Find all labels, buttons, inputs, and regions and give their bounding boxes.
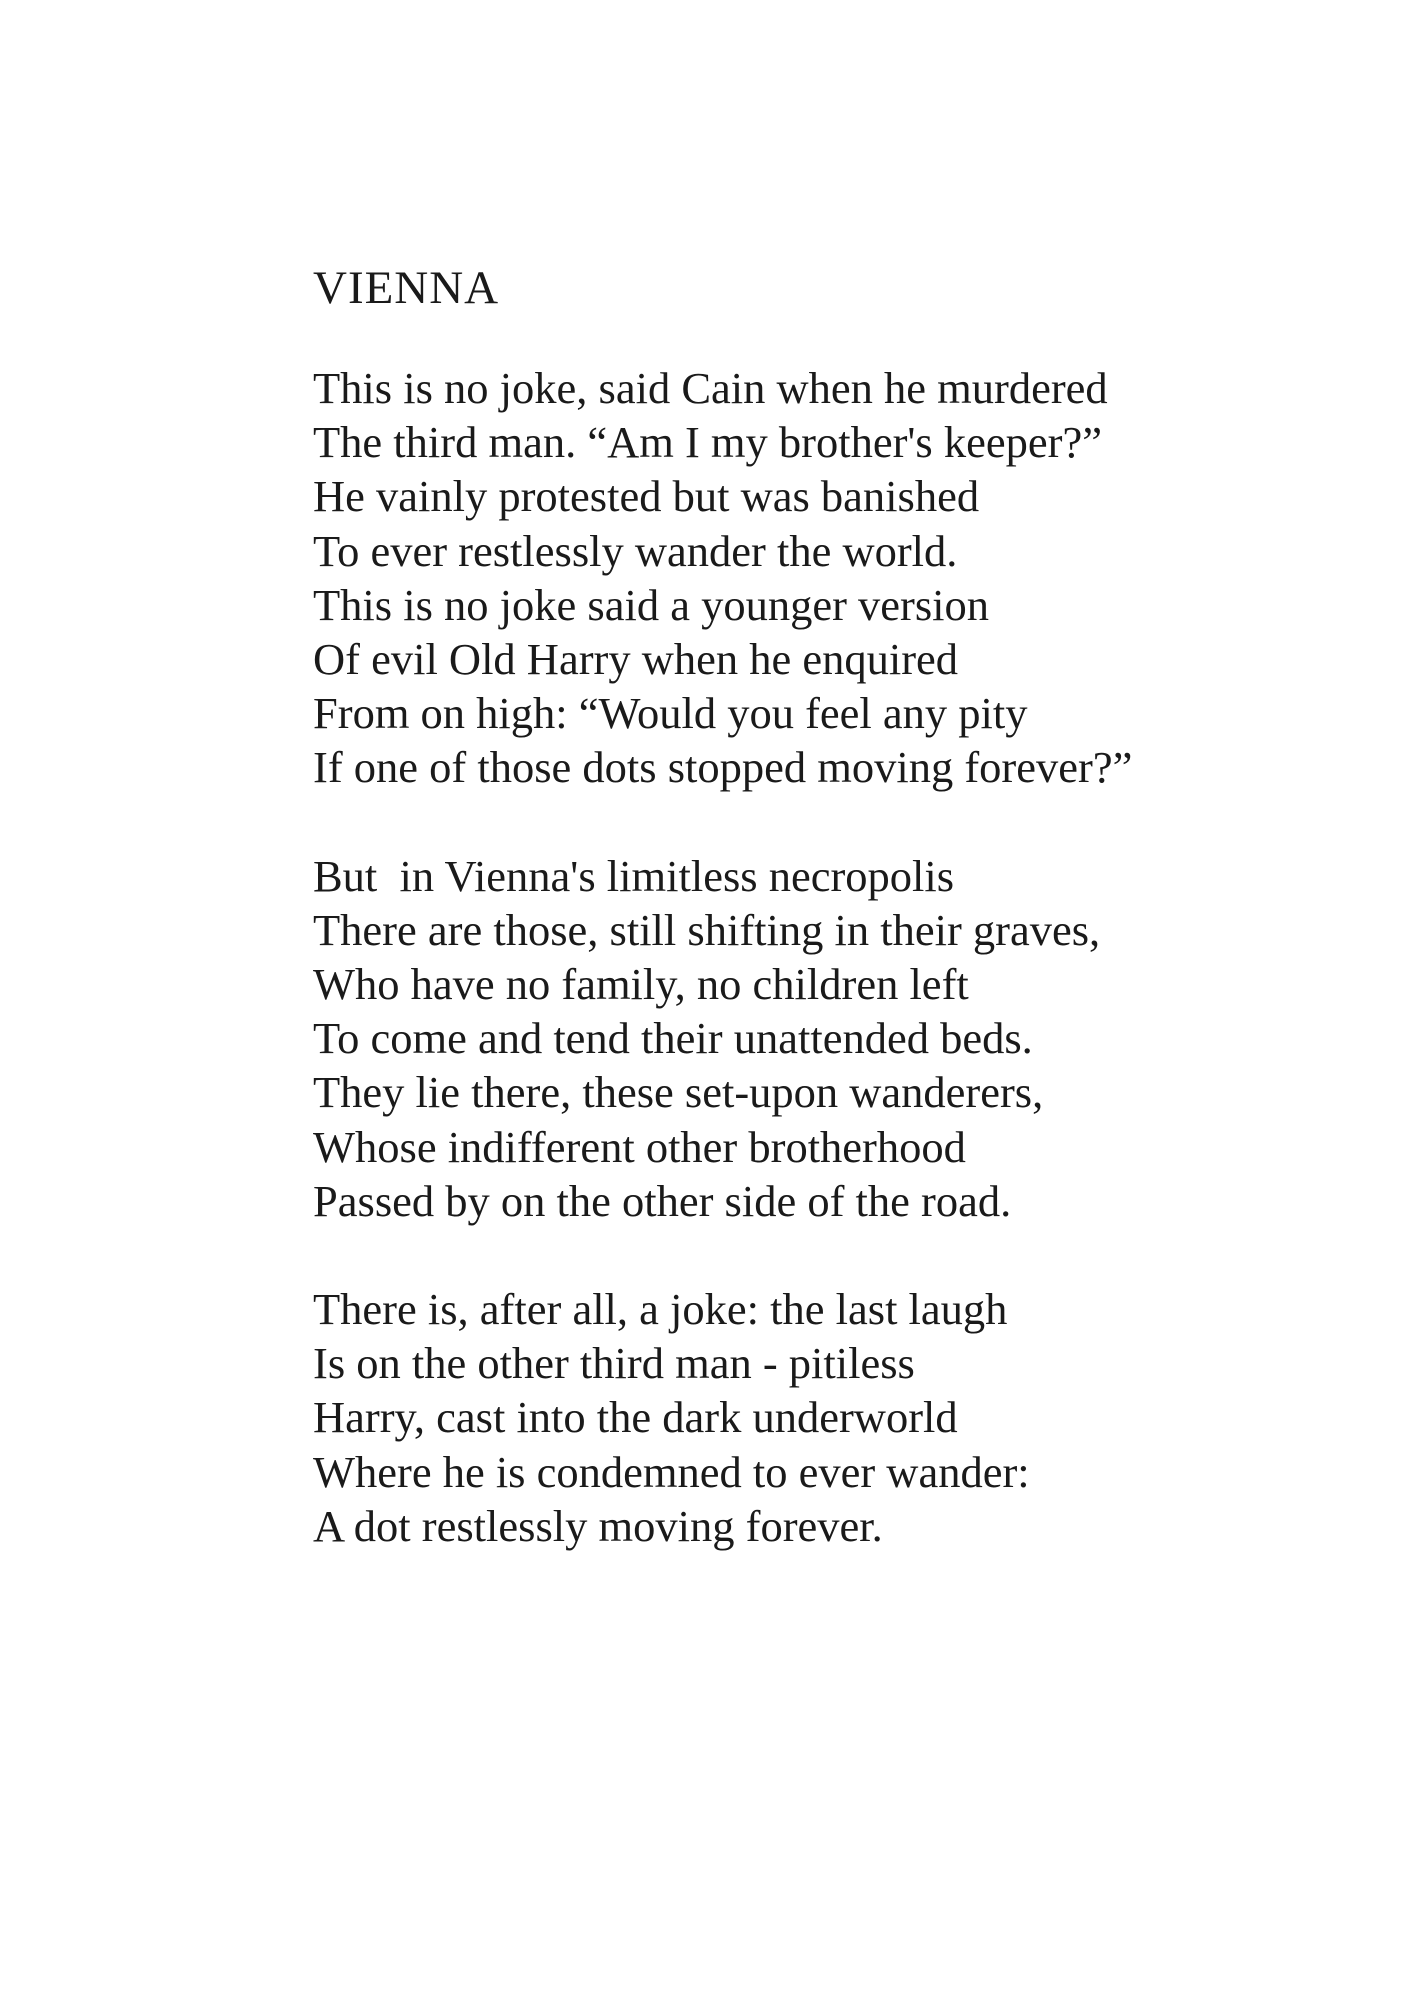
poem-line: Whose indifferent other brotherhood bbox=[313, 1121, 966, 1172]
poem-line: From on high: “Would you feel any pity bbox=[313, 688, 1028, 739]
poem-line: There are those, still shifting in their graves, bbox=[313, 904, 1101, 955]
stanza-1 bbox=[313, 361, 1313, 795]
poem-title: VIENNA bbox=[313, 262, 500, 314]
poem-line: But in Vienna's limitless necropolis bbox=[313, 850, 955, 901]
poem-line: Passed by on the other side of the road. bbox=[313, 1175, 1012, 1226]
poem-line: This is no joke said a younger version bbox=[313, 579, 990, 630]
poem-line: If one of those dots stopped moving forever?” bbox=[313, 742, 1133, 793]
poem-line: A dot restlessly moving forever. bbox=[313, 1500, 883, 1551]
stanza-3 bbox=[313, 1282, 1313, 1553]
stanza-2 bbox=[313, 849, 1313, 1228]
poem-line: Harry, cast into the dark underworld bbox=[313, 1392, 958, 1443]
poem-line: Where he is condemned to ever wander: bbox=[313, 1446, 1030, 1497]
poem-line: They lie there, these set-upon wanderers, bbox=[313, 1067, 1044, 1118]
poem-line: To ever restlessly wander the world. bbox=[313, 525, 958, 576]
poem-line: Is on the other third man - pitiless bbox=[313, 1338, 915, 1389]
poem-line: To come and tend their unattended beds. bbox=[313, 1013, 1033, 1064]
poem-line: Of evil Old Harry when he enquired bbox=[313, 634, 959, 685]
poem-line: This is no joke, said Cain when he murdered bbox=[313, 363, 1108, 413]
poem-line: Who have no family, no children left bbox=[313, 959, 969, 1010]
poem-line: He vainly protested but was banished bbox=[313, 471, 980, 522]
poem-line: There is, after all, a joke: the last laugh bbox=[313, 1284, 1008, 1335]
poem-line: The third man. “Am I my brother's keeper?” bbox=[313, 417, 1102, 468]
poem bbox=[313, 258, 1313, 1607]
